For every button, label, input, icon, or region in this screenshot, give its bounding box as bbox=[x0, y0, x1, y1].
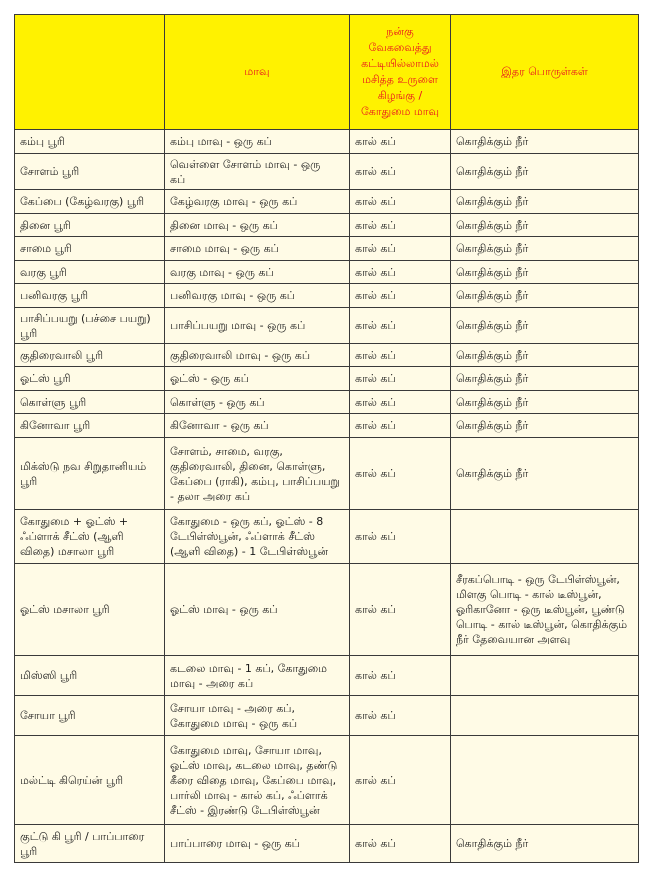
cell-other-ingredients: கொதிக்கும் நீர் bbox=[451, 190, 639, 214]
cell-potato-wheat: கால் கப் bbox=[350, 367, 451, 391]
cell-other-ingredients bbox=[451, 736, 639, 825]
table-row bbox=[15, 344, 639, 367]
cell-other-ingredients: கொதிக்கும் நீர் bbox=[451, 438, 639, 510]
cell-item-name: மல்ட்டி கிரெய்ன் பூரி bbox=[15, 736, 165, 825]
cell-item-name: கோதுமை + ஓட்ஸ் + ஃப்ளாக் சீட்ஸ் (ஆளி விதை) மசாலா பூரி bbox=[15, 510, 165, 564]
table-row bbox=[15, 284, 639, 308]
table-row bbox=[15, 367, 639, 391]
table-row bbox=[15, 308, 639, 344]
table-row bbox=[15, 656, 639, 696]
cell-flour: தினை மாவு - ஒரு கப் bbox=[165, 214, 350, 237]
cell-item-name: வரகு பூரி bbox=[15, 261, 165, 284]
table-row bbox=[15, 130, 639, 154]
cell-item-name: குட்டு கி பூரி / பாப்பாரை பூரி bbox=[15, 825, 165, 863]
cell-other-ingredients bbox=[451, 696, 639, 736]
cell-item-name: ஓட்ஸ் பூரி bbox=[15, 367, 165, 391]
cell-potato-wheat: கால் கப் bbox=[350, 391, 451, 414]
table-row bbox=[15, 261, 639, 284]
cell-potato-wheat: கால் கப் bbox=[350, 261, 451, 284]
cell-flour: சாமை மாவு - ஒரு கப் bbox=[165, 237, 350, 261]
header-potato-wheat: நன்கு வேகவைத்து கட்டியில்லாமல் மசித்த உருளை கிழங்கு / கோதுமை மாவு bbox=[350, 15, 451, 130]
cell-item-name: சாமை பூரி bbox=[15, 237, 165, 261]
table-row bbox=[15, 510, 639, 564]
table-row bbox=[15, 438, 639, 510]
cell-potato-wheat: கால் கப் bbox=[350, 154, 451, 190]
cell-flour: ஓட்ஸ் - ஒரு கப் bbox=[165, 367, 350, 391]
cell-potato-wheat: கால் கப் bbox=[350, 284, 451, 308]
cell-other-ingredients: சீரகப்பொடி - ஒரு டேபிள்ஸ்பூன், மிளகு பொடி - கால் டீஸ்பூன், ஓரிகானோ - ஒரு டீஸ்பூன், பூண்டு பொடி - கால் டீஸ்பூன், கொதிக்கும் நீர் தேவையான அளவு bbox=[451, 564, 639, 656]
cell-flour: பாப்பாரை மாவு - ஒரு கப் bbox=[165, 825, 350, 863]
puri-recipe-table bbox=[14, 14, 639, 863]
cell-potato-wheat: கால் கப் bbox=[350, 736, 451, 825]
cell-potato-wheat: கால் கப் bbox=[350, 656, 451, 696]
cell-item-name: கினோவா பூரி bbox=[15, 414, 165, 438]
header-row bbox=[15, 15, 639, 130]
cell-other-ingredients: கொதிக்கும் நீர் bbox=[451, 261, 639, 284]
cell-potato-wheat: கால் கப் bbox=[350, 130, 451, 154]
cell-other-ingredients: கொதிக்கும் நீர் bbox=[451, 237, 639, 261]
cell-item-name: பாசிப்பயறு (பச்சை பயறு) பூரி bbox=[15, 308, 165, 344]
cell-other-ingredients: கொதிக்கும் நீர் bbox=[451, 130, 639, 154]
cell-flour: கம்பு மாவு - ஒரு கப் bbox=[165, 130, 350, 154]
cell-flour: பனிவரகு மாவு - ஒரு கப் bbox=[165, 284, 350, 308]
cell-flour: வெள்ளை சோளம் மாவு - ஒரு கப் bbox=[165, 154, 350, 190]
cell-potato-wheat: கால் கப் bbox=[350, 344, 451, 367]
cell-item-name: சோளம் பூரி bbox=[15, 154, 165, 190]
cell-flour: ஓட்ஸ் மாவு - ஒரு கப் bbox=[165, 564, 350, 656]
cell-flour: வரகு மாவு - ஒரு கப் bbox=[165, 261, 350, 284]
cell-item-name: குதிரைவாலி பூரி bbox=[15, 344, 165, 367]
cell-potato-wheat: கால் கப் bbox=[350, 414, 451, 438]
cell-item-name: தினை பூரி bbox=[15, 214, 165, 237]
cell-potato-wheat: கால் கப் bbox=[350, 564, 451, 656]
cell-item-name: மிஸ்ஸி பூரி bbox=[15, 656, 165, 696]
cell-potato-wheat: கால் கப் bbox=[350, 190, 451, 214]
cell-other-ingredients: கொதிக்கும் நீர் bbox=[451, 284, 639, 308]
cell-flour: குதிரைவாலி மாவு - ஒரு கப் bbox=[165, 344, 350, 367]
cell-potato-wheat: கால் கப் bbox=[350, 696, 451, 736]
cell-other-ingredients: கொதிக்கும் நீர் bbox=[451, 414, 639, 438]
cell-potato-wheat: கால் கப் bbox=[350, 214, 451, 237]
cell-other-ingredients: கொதிக்கும் நீர் bbox=[451, 825, 639, 863]
cell-item-name: சோயா பூரி bbox=[15, 696, 165, 736]
cell-flour: சோளம், சாமை, வரகு, குதிரைவாலி, தினை, கொள்ளு, கேப்பை (ராகி), கம்பு, பாசிப்பயறு - தலா அரை கப் bbox=[165, 438, 350, 510]
cell-potato-wheat: கால் கப் bbox=[350, 825, 451, 863]
cell-flour: கொள்ளு - ஒரு கப் bbox=[165, 391, 350, 414]
cell-item-name: பனிவரகு பூரி bbox=[15, 284, 165, 308]
cell-potato-wheat: கால் கப் bbox=[350, 308, 451, 344]
cell-flour: கோதுமை - ஒரு கப், ஓட்ஸ் - 8 டேபிள்ஸ்பூன், ஃப்ளாக் சீட்ஸ் (ஆளி விதை) - 1 டேபிள்ஸ்பூன் bbox=[165, 510, 350, 564]
cell-flour: சோயா மாவு - அரை கப், கோதுமை மாவு - ஒரு கப் bbox=[165, 696, 350, 736]
cell-potato-wheat: கால் கப் bbox=[350, 510, 451, 564]
header-item-name bbox=[15, 15, 165, 130]
cell-other-ingredients: கொதிக்கும் நீர் bbox=[451, 367, 639, 391]
table-row bbox=[15, 214, 639, 237]
cell-flour: பாசிப்பயறு மாவு - ஒரு கப் bbox=[165, 308, 350, 344]
cell-item-name: மிக்ஸ்டு நவ சிறுதானியம் பூரி bbox=[15, 438, 165, 510]
table-row bbox=[15, 564, 639, 656]
cell-other-ingredients bbox=[451, 656, 639, 696]
cell-other-ingredients: கொதிக்கும் நீர் bbox=[451, 308, 639, 344]
cell-flour: கேழ்வரகு மாவு - ஒரு கப் bbox=[165, 190, 350, 214]
cell-item-name: கம்பு பூரி bbox=[15, 130, 165, 154]
cell-potato-wheat: கால் கப் bbox=[350, 438, 451, 510]
cell-other-ingredients: கொதிக்கும் நீர் bbox=[451, 391, 639, 414]
cell-flour: கடலை மாவு - 1 கப், கோதுமை மாவு - அரை கப் bbox=[165, 656, 350, 696]
cell-other-ingredients bbox=[451, 510, 639, 564]
cell-flour: கோதுமை மாவு, சோயா மாவு, ஓட்ஸ் மாவு, கடலை மாவு, தண்டு கீரை விதை மாவு, கேப்பை மாவு, பார்லி மாவு - கால் கப், ஃப்ளாக் சீட்ஸ் - இரண்டு டேபிள்ஸ்பூன் bbox=[165, 736, 350, 825]
cell-item-name: ஓட்ஸ் மசாலா பூரி bbox=[15, 564, 165, 656]
cell-item-name: கேப்பை (கேழ்வரகு) பூரி bbox=[15, 190, 165, 214]
table-row bbox=[15, 391, 639, 414]
table-row bbox=[15, 825, 639, 863]
cell-flour: கினோவா - ஒரு கப் bbox=[165, 414, 350, 438]
table-row bbox=[15, 414, 639, 438]
cell-item-name: கொள்ளு பூரி bbox=[15, 391, 165, 414]
table-row bbox=[15, 237, 639, 261]
cell-other-ingredients: கொதிக்கும் நீர் bbox=[451, 154, 639, 190]
header-other-ingredients: இதர பொருள்கள் bbox=[451, 15, 639, 130]
table-row bbox=[15, 154, 639, 190]
cell-potato-wheat: கால் கப் bbox=[350, 237, 451, 261]
table-row bbox=[15, 736, 639, 825]
table-row bbox=[15, 190, 639, 214]
table-row bbox=[15, 696, 639, 736]
cell-other-ingredients: கொதிக்கும் நீர் bbox=[451, 344, 639, 367]
header-flour: மாவு bbox=[165, 15, 350, 130]
cell-other-ingredients: கொதிக்கும் நீர் bbox=[451, 214, 639, 237]
